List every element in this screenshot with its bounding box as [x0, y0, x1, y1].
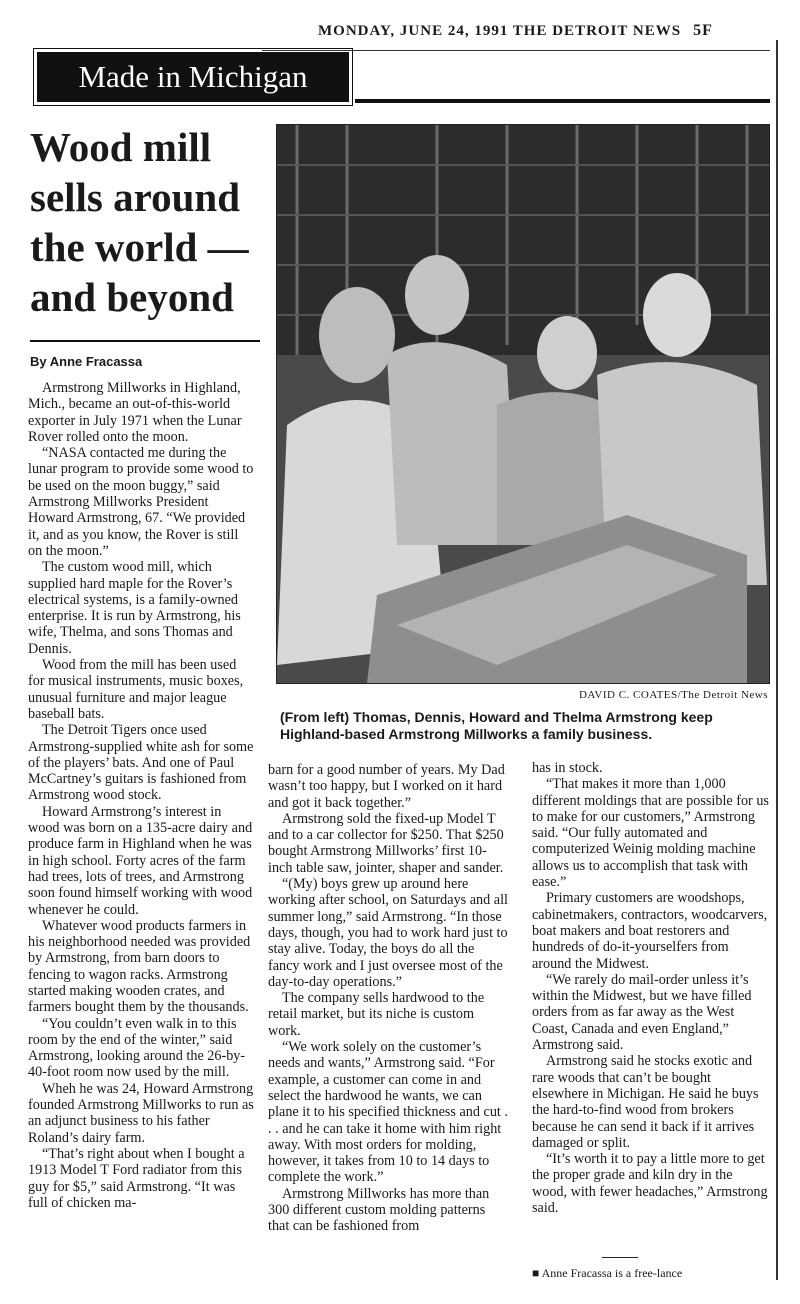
article-paragraph: Primary customers are woodshops, cabinetmakers, contractors, woodcarvers, boat makers and boat restorers and hundreds of do-it-yourselfers from around the Midwest. [532, 890, 768, 972]
article-column-3 [532, 760, 770, 1216]
article-column-2 [268, 762, 508, 1235]
article-paragraph: “That’s right about when I bought a 1913 Model T Ford radiator from this guy for $5,” said Armstrong. “It was full of chicken ma- [28, 1145, 245, 1211]
dateline [318, 22, 773, 40]
photo-illustration [277, 125, 769, 683]
article-paragraph: The Detroit Tigers once used Armstrong-supplied white ash for some of the players’ bats. And one of Paul McCartney’s guitars is fashioned from Armstrong wood stock. [28, 722, 254, 804]
article-paragraph: has in stock. [532, 760, 603, 776]
article-paragraph: Armstrong Millworks has more than 300 different custom molding patterns that can be fashioned from [268, 1185, 490, 1235]
byline: By Anne Fracassa [30, 354, 143, 369]
article-paragraph: Armstrong said he stocks exotic and rare woods that can’t be bought elsewhere in Michigan. He said he buys the hard-to-find wood from brokers because he can send it back if it arrives damaged or split. [532, 1053, 759, 1151]
photo-caption: (From left) Thomas, Dennis, Howard and Thelma Armstrong keep Highland-based Armstrong Millworks a family business. [280, 709, 713, 742]
article-paragraph: Wood from the mill has been used for musical instruments, music boxes, unusual furniture and major league baseball bats. [28, 657, 244, 722]
section-rule [355, 99, 770, 103]
headline-line: the world — [30, 224, 249, 270]
headline-line: sells around [30, 174, 241, 220]
article-paragraph: Wheh he was 24, Howard Armstrong founded Armstrong Millworks to run as an adjunct business to his father Roland’s dairy farm. [28, 1080, 254, 1146]
article-paragraph: “That makes it more than 1,000 different moldings that are possible for us to make for our customers,” Armstrong said. “Our fully automated and computerized Weinig molding machine allows us to accomplish that task with ease.” [532, 776, 769, 891]
article-paragraph: “We rarely do mail-order unless it’s within the Midwest, but we have filled orders from as far away as the West Coast, Canada and even England,” Armstrong said. [532, 971, 752, 1054]
headline-rule [30, 340, 260, 342]
dateline-text: MONDAY, JUNE 24, 1991 THE DETROIT NEWS [318, 23, 682, 39]
headline-line: Wood mill [30, 124, 212, 170]
article-column-1 [28, 380, 256, 1211]
article-paragraph: Armstrong Millworks in Highland, Mich., became an out-of-this-world exporter in July 1971 when the Lunar Rover rolled onto the moon. [28, 380, 242, 445]
author-note: ■ Anne Fracassa is a free-lance [532, 1266, 683, 1280]
headline [30, 122, 270, 322]
article-paragraph: “You couldn’t even walk in to this room by the end of the winter,” said Armstrong, looking around the 26-by-40-foot room now used by the mill. [28, 1015, 246, 1081]
page-edge-rule [776, 40, 778, 1280]
article-paragraph: “We work solely on the customer’s needs and wants,” Armstrong said. “For example, a customer can come in and select the hardwood he wants, we can plane it to his specified thickness and cut . . . and he can take it home with him right away. With most orders for molding, however, it takes from 10 to 14 days to complete the work.” [268, 1039, 508, 1186]
article-paragraph: “NASA contacted me during the lunar program to provide some wood to be used on the moon buggy,” said Armstrong Millworks President Howard Armstrong, 67. “We provided it, and as you know, the Rover is still on the moon.” [28, 445, 254, 559]
article-paragraph: Whatever wood products farmers in his neighborhood needed was provided by Armstrong, from barn doors to fencing to wagon racks. Armstrong started making wooden crates, and farmers bought them by the thousands. [28, 917, 251, 1016]
article-paragraph: The company sells hardwood to the retail market, but its niche is custom work. [268, 990, 485, 1039]
section-kicker-label: Made in Michigan [37, 52, 349, 102]
article-paragraph: “(My) boys grew up around here working after school, on Saturdays and all summer long,” said Armstrong. “In those days, though, you had to work hard just to stay alive. Today, the boys do all the fancy work and I just oversee most of the day-to-day operations.” [268, 876, 508, 990]
article-paragraph: The custom wood mill, which supplied hard maple for the Rover’s electrical systems, is a family-owned enterprise. It is run by Armstrong, his wife, Thelma, and sons Thomas and Dennis. [28, 559, 241, 657]
article-paragraph: barn for a good number of years. My Dad wasn’t too happy, but I worked on it hard and got it back together.” [268, 762, 505, 811]
family-photo [276, 124, 770, 684]
article-paragraph: “It’s worth it to pay a little more to get the proper grade and kiln dry in the wood, with fewer headaches,” Armstrong said. [532, 1151, 768, 1217]
end-mark [602, 1257, 638, 1258]
headline-line: and beyond [30, 274, 234, 320]
section-kicker [33, 48, 353, 106]
article-paragraph: Howard Armstrong’s interest in wood was born on a 135-acre dairy and produce farm in Highland when he was in high school. Forty acres of the farm had trees, lots of trees, and Armstrong soon found himself working with wood whenever he could. [28, 803, 253, 918]
photo-credit: DAVID C. COATES/The Detroit News [578, 689, 768, 701]
page-number: 5F [693, 22, 713, 39]
article-paragraph: Armstrong sold the fixed-up Model T and to a car collector for $250. That $250 bought Armstrong Millworks’ first 10-inch table saw, jointer, shaper and sander. [268, 810, 504, 876]
